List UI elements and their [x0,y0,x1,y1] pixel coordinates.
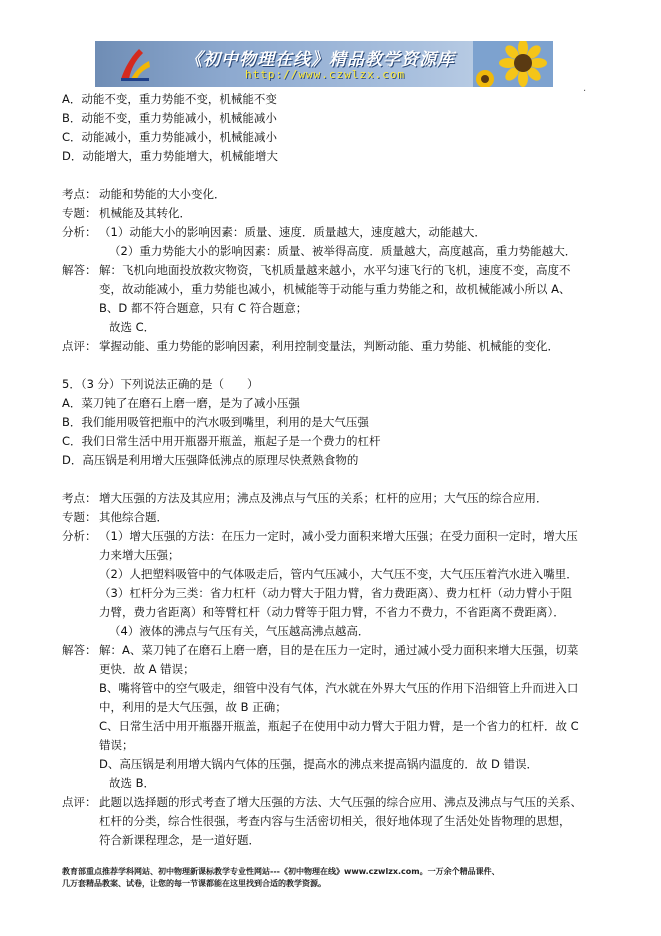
q4-dianping-label: 点评： [62,339,97,353]
q5-jieda-line: 解：A、菜刀钝了在磨石上磨一磨，目的是在压力一定时，通过减小受力面积来增大压强，切菜 [99,643,579,657]
q5-jieda-line: B、嘴将管中的空气吸走，细管中没有气体，汽水就在外界大气压的作用下沿细管上升而进入口 [99,681,579,695]
q4-kaodian-text: 动能和势能的大小变化． [99,187,226,201]
banner-url: http://www.czwlzx.com [245,68,406,81]
q5-jieda [62,641,602,793]
q4-jieda-line: 变，故动能减小，重力势能也减小，机械能等于动能与重力势能之和，故机械能减小所以 A、 [99,282,571,296]
q4-jieda-line: 解：飞机向地面投放救灾物资，飞机质量越来越小，水平匀速飞行的飞机，速度不变，高度不 [99,263,571,277]
q5-jieda-line: D、高压锅是利用增大锅内气体的压强，提高水的沸点来提高锅内温度的．故 D 错误． [99,757,539,771]
q4-fenxi [62,223,602,261]
q5-zhuanti-text: 其他综合题． [99,510,168,524]
q5-stem: 5．（3 分）下列说法正确的是（ ） [62,377,259,391]
q5-kaodian-label: 考点： [62,491,97,505]
q5-fenxi-line: 力来增大压强； [99,548,180,562]
document-body [62,90,602,850]
q4-option-b: B．动能不变，重力势能减小，机械能减小 [62,111,277,125]
q4-fenxi-line: （1）动能大小的影响因素：质量、速度．质量越大，速度越大，动能越大． [99,225,486,239]
sunflower-icon [473,41,553,87]
q5-kaodian [62,489,602,508]
q4-option-a: A．动能不变，重力势能不变，机械能不变 [62,92,277,106]
q5-fenxi-line: （3）杠杆分为三类：省力杠杆（动力臂大于阻力臂，省力费距离）、费力杠杆（动力臂小于阻 [99,586,573,600]
q4-option-d: D．动能增大，重力势能增大，机械能增大 [62,149,278,163]
q4-zhuanti-label: 专题： [62,206,97,220]
page-footer [62,866,602,890]
q5-dianping-line: 此题以选择题的形式考查了增大压强的方法、大气压强的综合应用、沸点及沸点与气压的关系、 [99,795,582,809]
q5-fenxi-line: （2）人把塑料吸管中的气体吸走后，管内气压减小，大气压不变，大气压压着汽水进入嘴里． [99,567,578,581]
q4-jieda-label: 解答： [62,263,97,277]
q5-option-d: D．高压锅是利用增大压强降低沸点的原理尽快煮熟食物的 [62,453,359,467]
q4-zhuanti [62,204,602,223]
q4-fenxi-line: （2）重力势能大小的影响因素：质量、被举得高度．质量越大，高度越高，重力势能越大． [109,244,577,258]
site-logo-icon [117,45,153,83]
banner-title: 《初中物理在线》精品教学资源库 [185,50,455,70]
q5-jieda-line: 故选 B． [109,776,156,790]
q5-jieda-line: 错误； [99,738,134,752]
q5-dianping-line: 杠杆的分类，综合性很强，考查内容与生活密切相关，很好地体现了生活处处皆物理的思想， [99,814,571,828]
page-mark: · [583,86,587,97]
q5-fenxi-label: 分析： [62,529,97,543]
q5-dianping-label: 点评： [62,795,97,809]
q4-dianping-text: 掌握动能、重力势能的影响因素，利用控制变量法，判断动能、重力势能、机械能的变化． [99,339,559,353]
q4-jieda [62,261,602,337]
header-banner [95,41,553,87]
footer-line: 几万套精品教案、试卷，让您的每一节课都能在这里找到合适的教学资源。 [62,879,326,888]
q5-zhuanti-label: 专题： [62,510,97,524]
q4-kaodian [62,185,602,204]
q5-fenxi-line: （4）液体的沸点与气压有关，气压越高沸点越高． [109,624,370,638]
q5-jieda-line: 中，利用的是大气压强，故 B 正确； [99,700,287,714]
q5-option-c: C．我们日常生活中用开瓶器开瓶盖，瓶起子是一个费力的杠杆 [62,434,381,448]
q4-fenxi-label: 分析： [62,225,97,239]
q4-kaodian-label: 考点： [62,187,97,201]
q4-jieda-line: B、D 都不符合题意，只有 C 符合题意； [99,301,308,315]
q4-option-c: C．动能减小，重力势能减小，机械能减小 [62,130,278,144]
q5-option-b: B．我们能用吸管把瓶中的汽水吸到嘴里，利用的是大气压强 [62,415,369,429]
q5-fenxi [62,527,602,641]
footer-line: 教育部重点推荐学科网站、初中物理新课标教学专业性网站---《初中物理在线》www.czwlzx.com。一万余个精品课件、 [62,867,500,876]
q5-fenxi-line: （1）增大压强的方法：在压力一定时，减小受力面积来增大压强；在受力面积一定时，增大压 [99,529,578,543]
q5-jieda-label: 解答： [62,643,97,657]
q5-dianping [62,793,602,850]
q4-jieda-line: 故选 C． [109,320,156,334]
q5-fenxi-line: 力臂，费力省距离）和等臂杠杆（动力臂等于阻力臂，不省力不费力，不省距离不费距离）． [99,605,565,619]
q5-option-a: A．菜刀钝了在磨石上磨一磨，是为了减小压强 [62,396,300,410]
q5-jieda-line: 更快．故 A 错误； [99,662,195,676]
q4-zhuanti-text: 机械能及其转化． [99,206,191,220]
q5-jieda-line: C、日常生活中用开瓶器开瓶盖，瓶起子在使用中动力臂大于阻力臂，是一个省力的杠杆．故 C [99,719,579,733]
q4-dianping [62,337,602,356]
q5-zhuanti [62,508,602,527]
q5-dianping-line: 符合新课程理念，是一道好题． [99,833,260,847]
q5-kaodian-text: 增大压强的方法及其应用；沸点及沸点与气压的关系；杠杆的应用；大气压的综合应用． [99,491,548,505]
